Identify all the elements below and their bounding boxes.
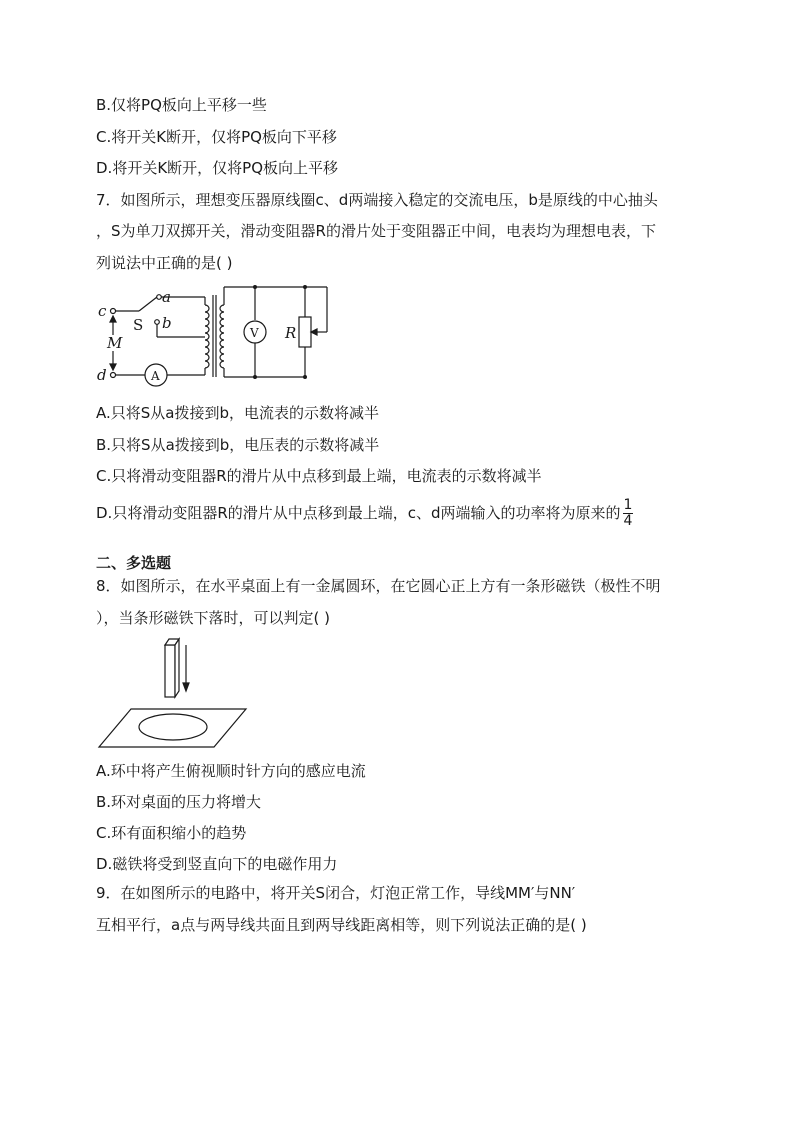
q7-option-c: C.只将滑动变阻器R的滑片从中点移到最上端，电流表的示数将减半: [96, 467, 542, 485]
q7-option-d-text: D.只将滑动变阻器R的滑片从中点移到最上端，c、d两端输入的功率将为原来的: [96, 504, 621, 522]
label-a: a: [162, 288, 171, 306]
label-c: c: [98, 302, 107, 320]
q7-stem-line2: ，S为单刀双掷开关，滑动变阻器R的滑片处于变阻器正中间，电表均为理想电表，下: [96, 222, 656, 240]
label-m: M: [107, 334, 123, 352]
q7-option-d: [96, 498, 633, 529]
q9-stem-line2: 互相平行，a点与两导线共面且到两导线距离相等，则下列说法正确的是( ): [96, 916, 587, 934]
q7-option-b: B.只将S从a拨接到b，电压表的示数将减半: [96, 436, 380, 454]
label-s: S: [133, 316, 144, 334]
q8-stem-line1: 8．如图所示，在水平桌面上有一金属圆环，在它圆心正上方有一条形磁铁（极性不明: [96, 577, 661, 595]
q8-option-c: C.环有面积缩小的趋势: [96, 824, 247, 842]
fraction-one-quarter: $\frac{1}{4}$: [623, 497, 633, 529]
q7-stem-line1: 7．如图所示，理想变压器原线圈c、d两端接入稳定的交流电压，b是原线的中心抽头: [96, 191, 658, 209]
q7-stem-line3: 列说法中正确的是( ): [96, 254, 233, 272]
label-d: d: [97, 366, 107, 384]
q8-stem-line2: ），当条形磁铁下落时，可以判定( ): [96, 609, 330, 627]
q8-option-a: A.环中将产生俯视顺时针方向的感应电流: [96, 762, 366, 780]
label-r: R: [285, 324, 297, 342]
q8-magnet-ring-figure: [96, 637, 246, 749]
q9-stem-line1: 9．在如图所示的电路中，将开关S闭合，灯泡正常工作，导线MM′与NN′: [96, 884, 576, 902]
q8-option-b: B.环对桌面的压力将增大: [96, 793, 262, 811]
section-title-multiple-choice: 二、多选题: [96, 554, 172, 572]
q7-option-a: A.只将S从a拨接到b，电流表的示数将减半: [96, 404, 380, 422]
q6-option-c: C.将开关K断开，仅将PQ板向下平移: [96, 128, 337, 146]
q8-option-d: D.磁铁将受到竖直向下的电磁作用力: [96, 855, 338, 873]
q6-option-b: B.仅将PQ板向上平移一些: [96, 96, 267, 114]
voltmeter-icon: V: [250, 326, 259, 340]
ammeter-icon: A: [151, 369, 160, 383]
label-b: b: [162, 314, 172, 332]
q6-option-d: D.将开关K断开，仅将PQ板向上平移: [96, 159, 339, 177]
q7-transformer-circuit-figure: [95, 285, 335, 390]
